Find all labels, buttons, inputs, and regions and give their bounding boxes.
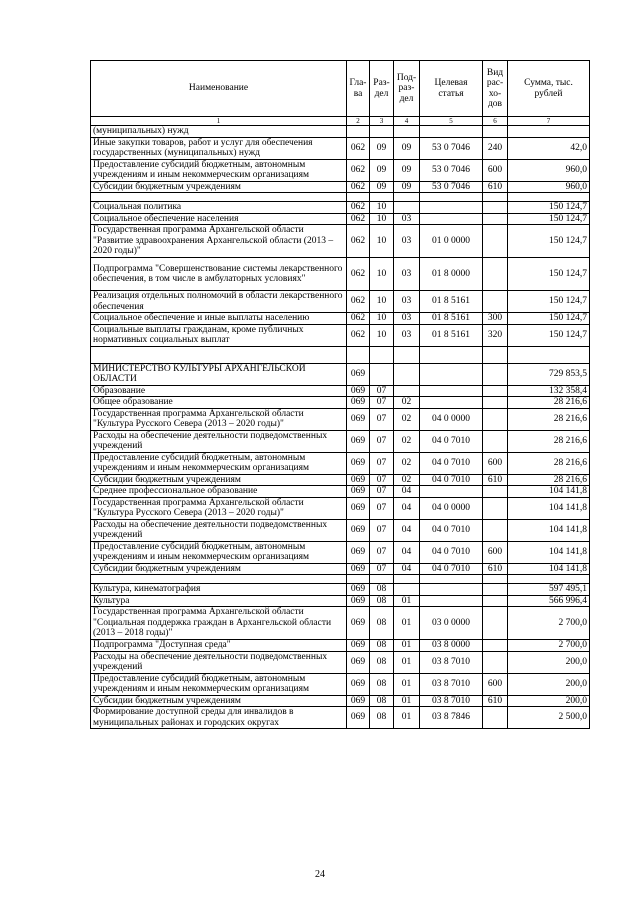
cell-podrazdel: 09 [394,159,420,181]
cell-name: Государственная программа Архангельской области "Социальная поддержка граждан в Архангельской области (2013 – 2018 годы)" [91,607,347,640]
cell-glava: 062 [347,159,370,181]
cell-razdel: 08 [370,651,394,673]
cell-podrazdel: 01 [394,695,420,707]
empty-cell [370,346,394,363]
cell-sum: 104 141,8 [508,563,590,575]
cell-glava: 069 [347,640,370,652]
cell-podrazdel: 03 [394,313,420,325]
cell-razdel: 08 [370,595,394,607]
empty-cell [370,193,394,202]
cell-razdel: 08 [370,695,394,707]
column-number: 7 [508,117,590,126]
cell-vid [483,640,508,652]
cell-name: Расходы на обеспечение деятельности подведомственных учреждений [91,651,347,673]
cell-sum: 150 124,7 [508,313,590,325]
empty-cell [508,575,590,584]
cell-vid: 600 [483,452,508,474]
empty-cell [91,575,347,584]
cell-glava: 069 [347,695,370,707]
column-number: 1 [91,117,347,126]
cell-glava: 069 [347,563,370,575]
cell-name: Государственная программа Архангельской области "Культура Русского Севера (2013 – 2020 годы)" [91,497,347,519]
cell-razdel: 07 [370,541,394,563]
cell-sum: 28 216,6 [508,408,590,430]
cell-target [420,397,483,409]
cell-razdel: 09 [370,137,394,159]
cell-sum: 150 124,7 [508,225,590,258]
cell-podrazdel [394,202,420,214]
empty-cell [420,193,483,202]
cell-razdel: 07 [370,519,394,541]
cell-podrazdel: 01 [394,640,420,652]
cell-name: Социальные выплаты гражданам, кроме публичных нормативных социальных выплат [91,324,347,346]
cell-podrazdel: 04 [394,497,420,519]
cell-name: Иные закупки товаров, работ и услуг для обеспечения государственных (муниципальных) нужд [91,137,347,159]
table-row [91,385,590,397]
cell-podrazdel: 01 [394,595,420,607]
cell-target [420,213,483,225]
cell-target: 03 8 7846 [420,707,483,729]
cell-sum: 960,0 [508,181,590,193]
empty-cell [508,193,590,202]
cell-sum: 104 141,8 [508,541,590,563]
cell-name: Формирование доступной среды для инвалидов в муниципальных районах и городских округах [91,707,347,729]
cell-glava: 069 [347,673,370,695]
table-row [91,126,590,138]
cell-glava: 069 [347,595,370,607]
cell-vid [483,291,508,313]
cell-name: Субсидии бюджетным учреждениям [91,474,347,486]
cell-glava: 062 [347,213,370,225]
table-row [91,607,590,640]
page-number: 24 [315,869,325,880]
cell-razdel: 08 [370,640,394,652]
cell-target: 01 0 0000 [420,225,483,258]
header-sum: Сумма, тыс. рублей [508,61,590,117]
table-row [91,397,590,409]
cell-sum: 2 500,0 [508,707,590,729]
cell-name: Подпрограмма "Совершенствование системы лекарственного обеспечения, в том числе в амбулаторных условиях" [91,258,347,291]
cell-sum: 150 124,7 [508,291,590,313]
cell-vid: 320 [483,324,508,346]
cell-razdel [370,363,394,385]
cell-podrazdel: 02 [394,452,420,474]
cell-vid [483,430,508,452]
empty-cell [91,346,347,363]
table-row [91,584,590,596]
cell-name: Культура, кинематография [91,584,347,596]
cell-target [420,363,483,385]
cell-razdel: 07 [370,408,394,430]
table-row [91,324,590,346]
cell-sum: 42,0 [508,137,590,159]
cell-vid [483,258,508,291]
cell-sum: 200,0 [508,651,590,673]
cell-glava: 062 [347,291,370,313]
cell-glava: 062 [347,324,370,346]
cell-razdel: 10 [370,313,394,325]
spacer-row [91,346,590,363]
table-row [91,519,590,541]
table-row [91,213,590,225]
cell-podrazdel: 02 [394,408,420,430]
cell-glava: 069 [347,474,370,486]
cell-target: 04 0 7010 [420,563,483,575]
column-number: 4 [394,117,420,126]
cell-target [420,202,483,214]
cell-razdel [370,126,394,138]
cell-name: Предоставление субсидий бюджетным, автономным учреждениям и иным некоммерческим организациям [91,673,347,695]
cell-razdel: 07 [370,452,394,474]
cell-vid: 610 [483,563,508,575]
cell-glava: 069 [347,363,370,385]
cell-name: Социальное обеспечение населения [91,213,347,225]
header-vid: Вид рас-хо-дов [483,61,508,117]
cell-sum: 150 124,7 [508,324,590,346]
cell-sum: 132 358,4 [508,385,590,397]
cell-podrazdel: 03 [394,324,420,346]
cell-razdel: 10 [370,291,394,313]
table-row [91,497,590,519]
cell-vid [483,497,508,519]
table-body [91,126,590,729]
table-row [91,695,590,707]
cell-target: 03 0 0000 [420,607,483,640]
cell-name: Предоставление субсидий бюджетным, автономным учреждениям и иным некоммерческим организациям [91,159,347,181]
empty-cell [483,346,508,363]
cell-razdel: 07 [370,563,394,575]
table-row [91,137,590,159]
cell-target [420,584,483,596]
cell-vid [483,408,508,430]
empty-cell [347,346,370,363]
cell-razdel: 08 [370,607,394,640]
empty-cell [394,346,420,363]
cell-sum: 28 216,6 [508,397,590,409]
cell-vid [483,595,508,607]
cell-target: 03 8 7010 [420,673,483,695]
empty-cell [347,193,370,202]
cell-vid [483,607,508,640]
cell-sum: 104 141,8 [508,497,590,519]
cell-name: Среднее профессиональное образование [91,486,347,498]
empty-cell [91,193,347,202]
cell-razdel: 08 [370,707,394,729]
cell-podrazdel: 04 [394,541,420,563]
cell-name: Социальная политика [91,202,347,214]
cell-sum: 729 853,5 [508,363,590,385]
cell-glava [347,126,370,138]
cell-vid [483,385,508,397]
cell-razdel: 07 [370,497,394,519]
cell-glava: 062 [347,137,370,159]
cell-razdel: 10 [370,258,394,291]
cell-sum: 150 124,7 [508,213,590,225]
cell-razdel: 10 [370,324,394,346]
table-row [91,486,590,498]
cell-razdel: 07 [370,397,394,409]
cell-podrazdel [394,363,420,385]
cell-target [420,126,483,138]
table-row [91,651,590,673]
cell-name: Образование [91,385,347,397]
empty-cell [420,575,483,584]
table-row [91,159,590,181]
cell-name: Подпрограмма "Доступная среда" [91,640,347,652]
cell-sum: 2 700,0 [508,607,590,640]
cell-podrazdel: 02 [394,430,420,452]
cell-name: Государственная программа Архангельской области "Развитие здравоохранения Архангельской области (2013 – 2020 годы)" [91,225,347,258]
cell-vid [483,397,508,409]
cell-podrazdel [394,584,420,596]
cell-glava: 069 [347,397,370,409]
cell-glava: 069 [347,385,370,397]
cell-podrazdel: 09 [394,181,420,193]
cell-razdel: 07 [370,385,394,397]
spacer-row [91,575,590,584]
cell-vid: 610 [483,181,508,193]
cell-glava: 069 [347,486,370,498]
cell-name: Предоставление субсидий бюджетным, автономным учреждениям и иным некоммерческим организациям [91,452,347,474]
cell-sum: 28 216,6 [508,452,590,474]
cell-glava: 069 [347,430,370,452]
cell-target [420,595,483,607]
cell-vid: 600 [483,541,508,563]
cell-podrazdel: 04 [394,563,420,575]
table-row [91,202,590,214]
cell-vid: 300 [483,313,508,325]
cell-sum: 28 216,6 [508,474,590,486]
cell-vid [483,486,508,498]
cell-name: Предоставление субсидий бюджетным, автономным учреждениям и иным некоммерческим организациям [91,541,347,563]
table-row [91,258,590,291]
table-row [91,474,590,486]
cell-sum: 200,0 [508,695,590,707]
cell-glava: 062 [347,258,370,291]
cell-vid [483,707,508,729]
table-row [91,313,590,325]
table-row [91,595,590,607]
cell-name: Субсидии бюджетным учреждениям [91,563,347,575]
cell-glava: 062 [347,181,370,193]
column-number: 3 [370,117,394,126]
cell-podrazdel [394,385,420,397]
cell-name: (муниципальных) нужд [91,126,347,138]
cell-razdel: 09 [370,181,394,193]
empty-cell [420,346,483,363]
column-number: 2 [347,117,370,126]
cell-podrazdel: 03 [394,291,420,313]
table-header [91,61,590,126]
cell-sum: 566 996,4 [508,595,590,607]
cell-name: Социальное обеспечение и иные выплаты населению [91,313,347,325]
header-name: Наименование [91,61,347,117]
cell-sum: 104 141,8 [508,519,590,541]
table-row [91,452,590,474]
cell-sum: 104 141,8 [508,486,590,498]
cell-razdel: 07 [370,430,394,452]
cell-target: 04 0 7010 [420,474,483,486]
cell-podrazdel: 01 [394,607,420,640]
cell-target: 04 0 7010 [420,430,483,452]
cell-target: 04 0 7010 [420,519,483,541]
cell-podrazdel: 02 [394,474,420,486]
table-row [91,430,590,452]
cell-sum [508,126,590,138]
cell-glava: 069 [347,452,370,474]
cell-target: 01 8 0000 [420,258,483,291]
budget-table [90,60,590,729]
table-row [91,541,590,563]
cell-target: 03 8 7010 [420,695,483,707]
cell-podrazdel: 03 [394,225,420,258]
cell-target: 53 0 7046 [420,159,483,181]
cell-vid: 600 [483,159,508,181]
cell-name: Государственная программа Архангельской области "Культура Русского Севера (2013 – 2020 годы)" [91,408,347,430]
cell-sum: 28 216,6 [508,430,590,452]
cell-glava: 069 [347,651,370,673]
cell-podrazdel: 04 [394,486,420,498]
empty-cell [347,575,370,584]
cell-target: 01 8 5161 [420,324,483,346]
cell-podrazdel: 02 [394,397,420,409]
cell-target: 01 8 5161 [420,291,483,313]
cell-target [420,385,483,397]
column-number: 5 [420,117,483,126]
header-podrazdel: Под-раз-дел [394,61,420,117]
cell-glava: 062 [347,225,370,258]
cell-podrazdel: 04 [394,519,420,541]
cell-target: 53 0 7046 [420,137,483,159]
cell-razdel: 10 [370,202,394,214]
cell-vid [483,126,508,138]
cell-vid [483,225,508,258]
cell-vid [483,363,508,385]
cell-target: 53 0 7046 [420,181,483,193]
cell-name: Расходы на обеспечение деятельности подведомственных учреждений [91,430,347,452]
cell-podrazdel: 09 [394,137,420,159]
table-row [91,640,590,652]
cell-sum: 960,0 [508,159,590,181]
empty-cell [483,193,508,202]
cell-razdel: 10 [370,225,394,258]
cell-razdel: 07 [370,474,394,486]
empty-cell [394,575,420,584]
cell-podrazdel: 03 [394,258,420,291]
cell-podrazdel: 03 [394,213,420,225]
cell-razdel: 08 [370,584,394,596]
cell-podrazdel: 01 [394,651,420,673]
cell-razdel: 09 [370,159,394,181]
cell-vid [483,519,508,541]
cell-name: Субсидии бюджетным учреждениям [91,695,347,707]
cell-target: 04 0 7010 [420,541,483,563]
empty-cell [370,575,394,584]
column-number-row [91,117,590,126]
column-number: 6 [483,117,508,126]
cell-glava: 062 [347,202,370,214]
cell-podrazdel: 01 [394,707,420,729]
cell-sum: 150 124,7 [508,202,590,214]
table-row [91,673,590,695]
cell-sum: 150 124,7 [508,258,590,291]
cell-glava: 069 [347,497,370,519]
cell-name: Расходы на обеспечение деятельности подведомственных учреждений [91,519,347,541]
cell-glava: 069 [347,707,370,729]
header-target: Целевая статья [420,61,483,117]
cell-vid: 600 [483,673,508,695]
cell-vid [483,213,508,225]
cell-name: Общее образование [91,397,347,409]
cell-target: 04 0 0000 [420,408,483,430]
cell-razdel: 07 [370,486,394,498]
cell-target [420,486,483,498]
cell-vid [483,584,508,596]
cell-podrazdel: 01 [394,673,420,695]
empty-cell [508,346,590,363]
table-row [91,181,590,193]
cell-target: 04 0 0000 [420,497,483,519]
table-row [91,563,590,575]
empty-cell [394,193,420,202]
cell-name: Реализация отдельных полномочий в области лекарственного обеспечения [91,291,347,313]
table-row [91,225,590,258]
cell-razdel: 08 [370,673,394,695]
cell-name: Субсидии бюджетным учреждениям [91,181,347,193]
cell-sum: 200,0 [508,673,590,695]
cell-target: 01 8 5161 [420,313,483,325]
cell-vid [483,651,508,673]
cell-sum: 2 700,0 [508,640,590,652]
cell-razdel: 10 [370,213,394,225]
cell-sum: 597 495,1 [508,584,590,596]
cell-vid: 610 [483,695,508,707]
cell-glava: 069 [347,408,370,430]
cell-glava: 069 [347,584,370,596]
cell-glava: 069 [347,541,370,563]
cell-glava: 062 [347,313,370,325]
cell-name: МИНИСТЕРСТВО КУЛЬТУРЫ АРХАНГЕЛЬСКОЙ ОБЛАСТИ [91,363,347,385]
cell-name: Культура [91,595,347,607]
cell-vid: 610 [483,474,508,486]
header-razdel: Раз-дел [370,61,394,117]
cell-vid: 240 [483,137,508,159]
cell-podrazdel [394,126,420,138]
cell-target: 03 8 0000 [420,640,483,652]
spacer-row [91,193,590,202]
table-row [91,707,590,729]
cell-target: 03 8 7010 [420,651,483,673]
empty-cell [483,575,508,584]
header-glava: Гла-ва [347,61,370,117]
cell-vid [483,202,508,214]
cell-target: 04 0 7010 [420,452,483,474]
table-row [91,408,590,430]
cell-glava: 069 [347,519,370,541]
table-row [91,291,590,313]
table-row [91,363,590,385]
cell-glava: 069 [347,607,370,640]
